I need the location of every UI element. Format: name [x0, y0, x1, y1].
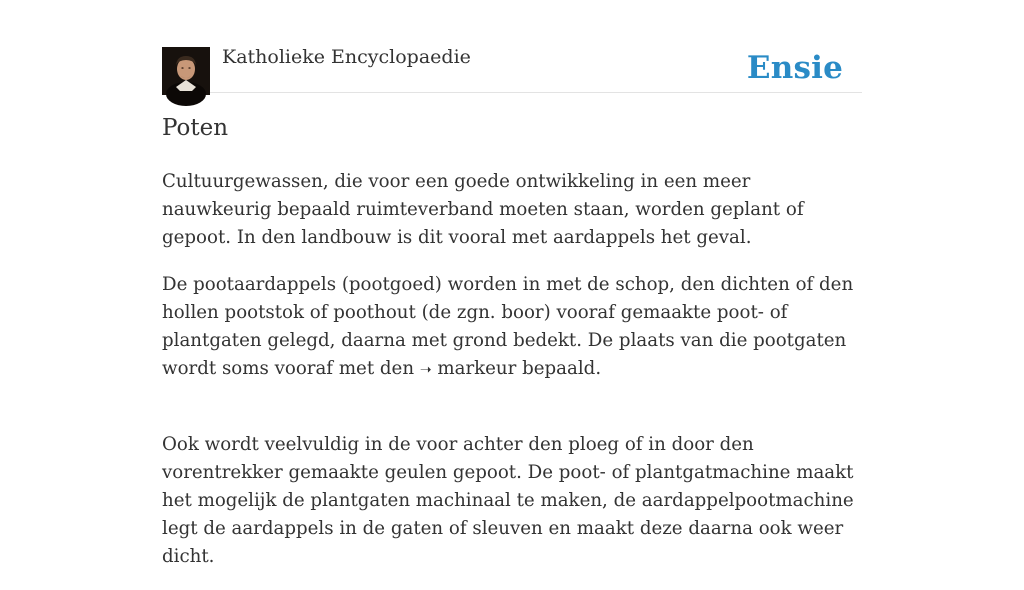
- portrait-avatar-icon[interactable]: [162, 47, 210, 95]
- brand-logo[interactable]: Ensie: [746, 50, 843, 86]
- paragraph: [162, 271, 862, 384]
- markeur-link[interactable]: markeur: [437, 358, 517, 379]
- article-body: [162, 168, 862, 590]
- paragraph-text: De pootaardappels (pootgoed) worden in met de schop, den dichten of den hollen pootstok of poothout (de zgn. boor) vooraf gemaakte poot- of plantgaten gelegd, daarna met grond bedekt. De plaats van die pootgaten wordt soms vooraf met den: [162, 274, 854, 379]
- paragraph-text: bepaald.: [516, 358, 602, 379]
- paragraph: Cultuurgewassen, die voor een goede ontwikkeling in een meer nauwkeurig bepaald ruimteverband moeten staan, worden geplant of gepoot. In den landbouw is dit vooral met aardappels het geval.: [162, 171, 804, 248]
- paragraph-spacer: [162, 403, 862, 431]
- site-name[interactable]: Katholieke Encyclopaedie: [222, 46, 471, 68]
- page: [162, 0, 862, 567]
- article-title: Poten: [162, 115, 229, 141]
- paragraph: Ook wordt veelvuldig in de voor achter den ploeg of in door den vorentrekker gemaakte geulen gepoot. De poot- of plantgatmachine maakt het mogelijk de plantgaten machinaal te maken, de aardappelpootmachine legt de aardappels in de gaten of sleuven en maakt deze daarna ook weer dicht.: [162, 434, 854, 567]
- arrow-right-icon: ➝: [419, 362, 432, 378]
- site-header: [162, 0, 862, 93]
